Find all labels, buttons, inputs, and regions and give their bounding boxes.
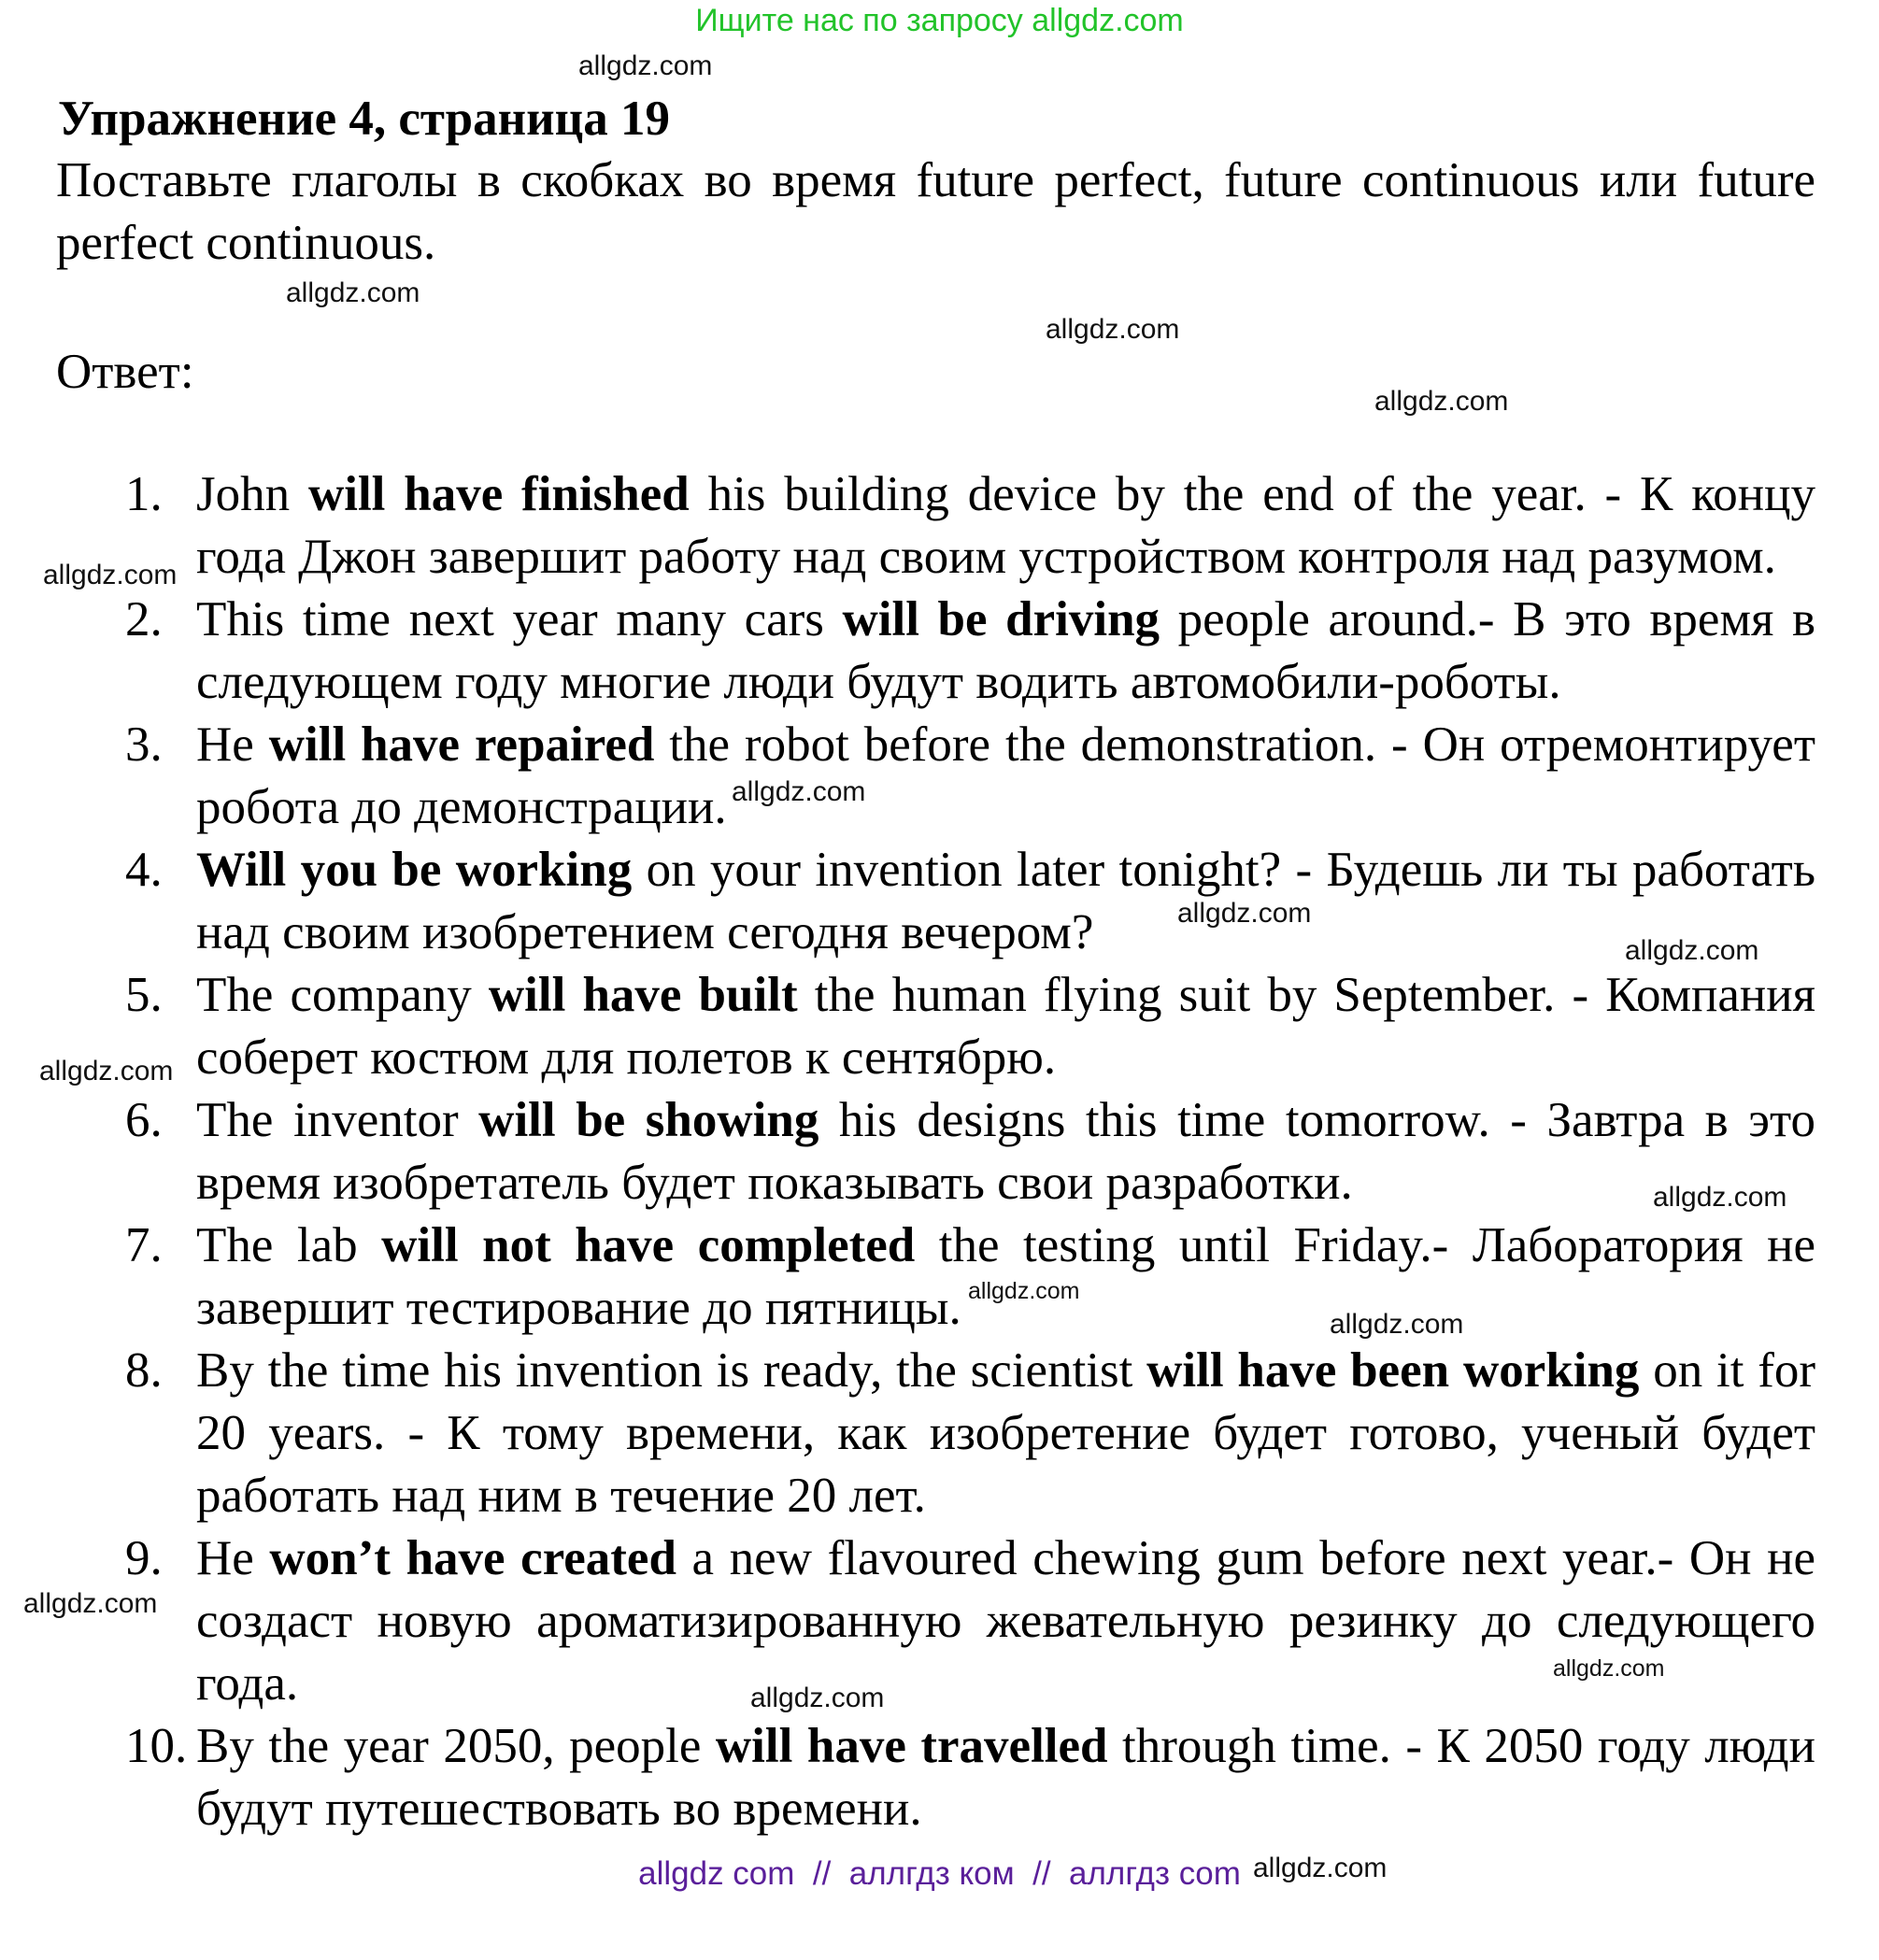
- list-item: [0, 463, 1815, 589]
- item-text: through time. - К 2050 году люди будут путешествовать во времени.: [196, 1719, 1815, 1836]
- answer-list: [0, 463, 1879, 1840]
- item-number: 4.: [125, 843, 163, 897]
- item-number: 2.: [125, 592, 163, 646]
- watermark: allgdz.com: [1177, 898, 1312, 929]
- item-text: on it for 20 years. - К тому времени, как изобретение будет готово, ученый будет работать над ним в течение 20 лет.: [196, 1343, 1816, 1523]
- item-text: his designs this time tomorrow. - Завтра в это время изобретатель будет показывать свои разработки.: [196, 1093, 1815, 1210]
- item-text: He: [196, 1531, 270, 1585]
- item-verb: will have built: [488, 968, 798, 1022]
- item-text: By the year 2050, people: [196, 1719, 716, 1773]
- item-text: a new flavoured chewing gum before next year.- Он не создаст новую ароматизированную жевательную резинку до следующего года.: [196, 1531, 1815, 1711]
- item-number: 3.: [125, 717, 163, 772]
- item-text: the testing until Friday.- Лаборатория не завершит тестирование до пятницы.: [196, 1218, 1816, 1335]
- exercise-title: Упражнение 4, страница 19: [58, 92, 670, 146]
- answer-label: Ответ:: [56, 345, 194, 399]
- watermark: allgdz.com: [968, 1278, 1080, 1304]
- item-verb: will have finished: [307, 467, 690, 521]
- watermark: allgdz.com: [286, 277, 420, 308]
- list-item: [0, 589, 1815, 714]
- item-text: the human flying suit by September. - Компания соберет костюм для полетов к сентябрю.: [196, 968, 1815, 1085]
- top-banner-link[interactable]: Ищите нас по запросу allgdz.com: [695, 3, 1184, 38]
- item-text: The company: [196, 968, 489, 1022]
- list-item: [0, 1214, 1815, 1340]
- item-verb: will have repaired: [268, 717, 655, 772]
- list-item: [0, 839, 1815, 964]
- watermark: allgdz.com: [1046, 314, 1180, 345]
- item-verb: will have travelled: [715, 1719, 1108, 1773]
- item-verb: will be driving: [842, 592, 1160, 646]
- watermark: allgdz.com: [23, 1588, 158, 1619]
- item-text: the robot before the demonstration. - Он отремонтирует робота до демонстрации.: [196, 717, 1815, 834]
- list-item: [0, 1527, 1815, 1715]
- watermark: allgdz.com: [1253, 1853, 1388, 1883]
- watermark: allgdz.com: [1374, 386, 1509, 417]
- list-item: [0, 1715, 1815, 1840]
- watermark: allgdz.com: [750, 1683, 885, 1713]
- item-text: John: [196, 467, 308, 521]
- item-number: 8.: [125, 1343, 163, 1398]
- list-item: [0, 1089, 1815, 1214]
- item-verb: won’t have created: [269, 1531, 676, 1585]
- task-instructions: Поставьте глаголы в скобках во время future perfect, future continuous или future perfect continuous.: [56, 153, 1815, 270]
- item-verb: will have been working: [1146, 1343, 1640, 1398]
- item-verb: will be showing: [478, 1093, 819, 1147]
- item-number: 5.: [125, 968, 163, 1022]
- watermark: allgdz.com: [43, 560, 178, 590]
- item-text: on your invention later tonight? - Будешь ли ты работать над своим изобретением сегодня вечером?: [196, 843, 1816, 959]
- item-number: 6.: [125, 1093, 163, 1147]
- item-text: people around.- В это время в следующем году многие люди будут водить автомобили-роботы.: [196, 592, 1815, 709]
- item-number: 10.: [125, 1719, 188, 1773]
- watermark: allgdz.com: [732, 776, 866, 807]
- list-item: [0, 964, 1815, 1089]
- item-number: 7.: [125, 1218, 163, 1272]
- item-text: This time next year many cars: [196, 592, 843, 646]
- list-item: [0, 1340, 1815, 1527]
- item-number: 9.: [125, 1531, 163, 1585]
- item-text: The lab: [196, 1218, 382, 1272]
- item-verb: Will you be working: [196, 843, 633, 897]
- watermark: allgdz.com: [1653, 1182, 1787, 1213]
- footer-links[interactable]: allgdz com // аллгдз ком // аллгдз com: [638, 1855, 1241, 1892]
- watermark: allgdz.com: [1553, 1655, 1665, 1682]
- item-verb: will not have completed: [381, 1218, 916, 1272]
- watermark: allgdz.com: [1330, 1309, 1464, 1340]
- item-text: The inventor: [196, 1093, 479, 1147]
- item-text: He: [196, 717, 269, 772]
- watermark: allgdz.com: [1625, 935, 1759, 966]
- watermark: allgdz.com: [39, 1056, 174, 1087]
- item-text: By the time his invention is ready, the scientist: [196, 1343, 1147, 1398]
- item-text: his building device by the end of the year. - К концу года Джон завершит работу над своим устройством контроля над разумом.: [196, 467, 1815, 584]
- list-item: [0, 714, 1815, 839]
- watermark: allgdz.com: [578, 50, 713, 81]
- item-number: 1.: [125, 467, 163, 521]
